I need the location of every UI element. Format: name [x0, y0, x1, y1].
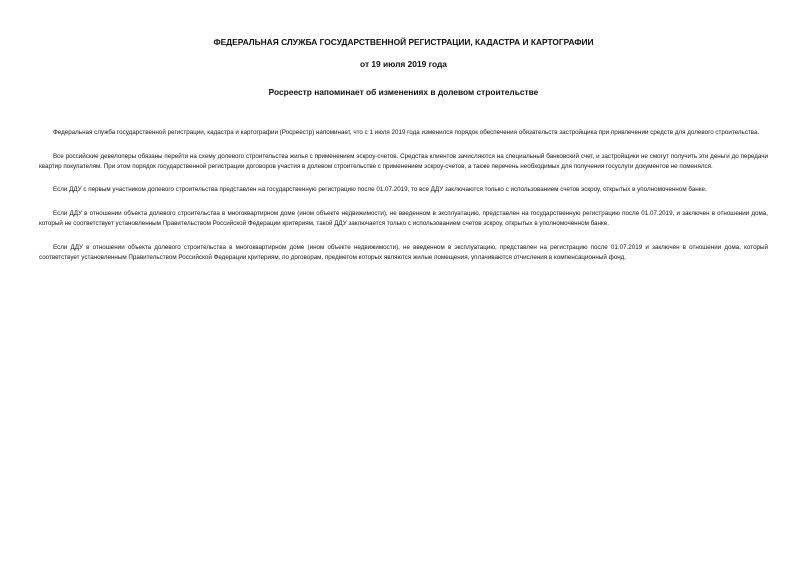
paragraph: Если ДДУ с первым участником долевого строительства представлен на государственную регистрацию после 01.07.2019, то все ДДУ заключаются только с использованием счетов эскроу, открытых в уполномоченном банке. — [53, 186, 707, 194]
document-date: от 19 июля 2019 года — [360, 59, 447, 69]
paragraph: Федеральная служба государственной регистрации, кадастра и картографии (Росреестр) напоминает, что с 1 июля 2019 года изменился порядок обеспечения обязательств застройщика при привлечении средств для долевого строительства. — [53, 129, 760, 136]
agency-heading: ФЕДЕРАЛЬНАЯ СЛУЖБА ГОСУДАРСТВЕННОЙ РЕГИСТРАЦИИ, КАДАСТРА И КАРТОГРАФИИ — [213, 37, 594, 47]
document-body — [39, 128, 768, 262]
paragraph: Если ДДУ в отношении объекта долевого строительства в многоквартирном доме (ином объекте недвижимости), не введенном в эксплуатацию, представлен на государственную регистрацию после 01.07.2019, и заключен в отношении дома, который не соответствует установленным Правительством Российской Федерации критериям, такой ДДУ заключается только с использованием счетов эскроу, открытых в уполномоченном банке. — [39, 210, 768, 227]
document-title: Росреестр напоминает об изменениях в долевом строительстве — [268, 87, 539, 97]
paragraph: Если ДДУ в отношении объекта долевого строительства в многоквартирном доме (ином объекте недвижимости), не введенном в эксплуатацию, представлен на регистрацию после 01.07.2019 и заключен в отношении дома, который соответствует установленным Правительством Российской Федерации критериям, по договорам, предметом которых являются жилые помещения, уплачиваются отчисления в компенсационный фонд. — [39, 243, 768, 261]
paragraph: Все российские девелоперы обязаны перейти на схему долевого строительства жилья с применением эскроу-счетов. Средства клиентов зачисляются на специальный банковский счет, и застройщики не смогут получить эти деньги до передачи квартир покупателям. При этом порядок государственной регистрации договоров участия в долевом строительстве с применением эскроу-счетов, а также перечень необходимых для получения госуслуги документов не поменялся. — [39, 152, 768, 170]
